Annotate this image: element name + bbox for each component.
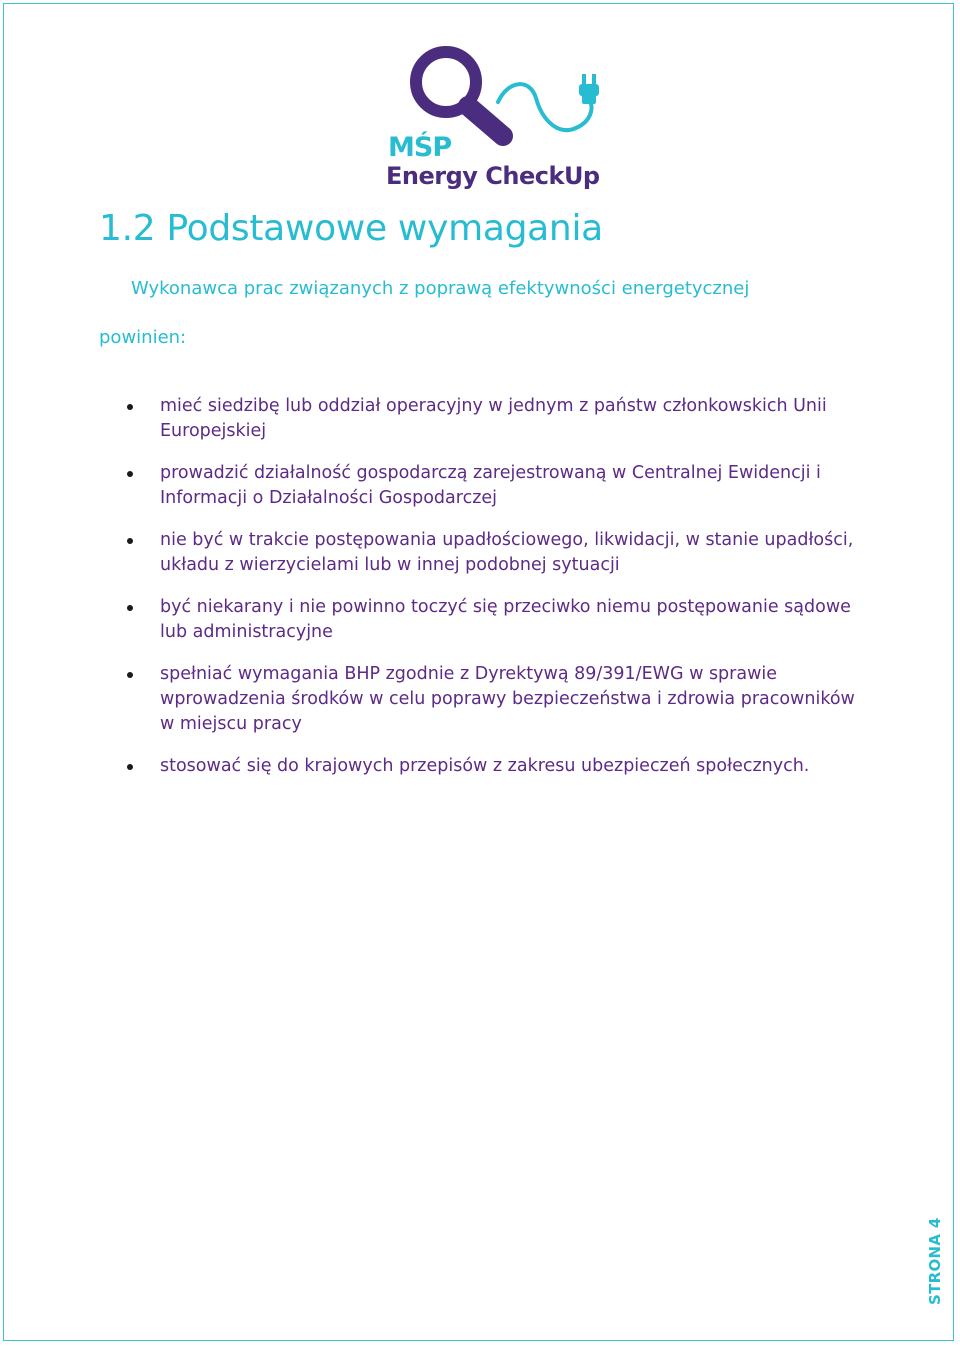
intro-line-2: powinien: bbox=[99, 327, 187, 348]
logo-brand-text: Energy CheckUp bbox=[386, 162, 600, 190]
requirement-text: spełniać wymagania BHP zgodnie z Dyrektywą 89/391/EWG w sprawie wprowadzenia środków w celu poprawy bezpieczeństwa i zdrowia pracowników w miejscu pracy bbox=[160, 664, 855, 734]
page-number-label: STRONA 4 bbox=[926, 1217, 944, 1305]
requirement-item bbox=[0, 461, 860, 511]
requirement-text: mieć siedzibę lub oddział operacyjny w jednym z państw członkowskich Unii Europejskiej bbox=[160, 396, 827, 441]
requirement-text: prowadzić działalność gospodarczą zarejestrowaną w Centralnej Ewidencji i Informacji o Działalności Gospodarczej bbox=[160, 463, 821, 508]
logo-msp-text: MŚP bbox=[388, 132, 452, 163]
requirement-item bbox=[0, 595, 860, 645]
bullet-icon bbox=[127, 404, 133, 410]
requirement-item bbox=[0, 528, 860, 578]
bullet-icon bbox=[127, 672, 133, 678]
requirement-text: być niekarany i nie powinno toczyć się przeciwko niemu postępowanie sądowe lub administracyjne bbox=[160, 597, 851, 642]
bullet-icon bbox=[127, 471, 133, 477]
intro-line-1: Wykonawca prac związanych z poprawą efektywności energetycznej bbox=[131, 278, 750, 299]
requirements-list bbox=[0, 394, 960, 796]
msp-energy-checkup-logo bbox=[380, 40, 605, 200]
requirement-text: nie być w trakcie postępowania upadłościowego, likwidacji, w stanie upadłości, układu z wierzycielami lub w innej podobnej sytuacji bbox=[160, 530, 854, 575]
bullet-icon bbox=[127, 605, 133, 611]
bullet-icon bbox=[127, 538, 133, 544]
section-heading: 1.2 Podstawowe wymagania bbox=[99, 208, 603, 249]
requirement-item bbox=[0, 662, 860, 737]
bullet-icon bbox=[127, 764, 133, 770]
requirement-text: stosować się do krajowych przepisów z zakresu ubezpieczeń społecznych. bbox=[160, 756, 810, 776]
requirement-item bbox=[0, 754, 860, 779]
requirement-item bbox=[0, 394, 860, 444]
